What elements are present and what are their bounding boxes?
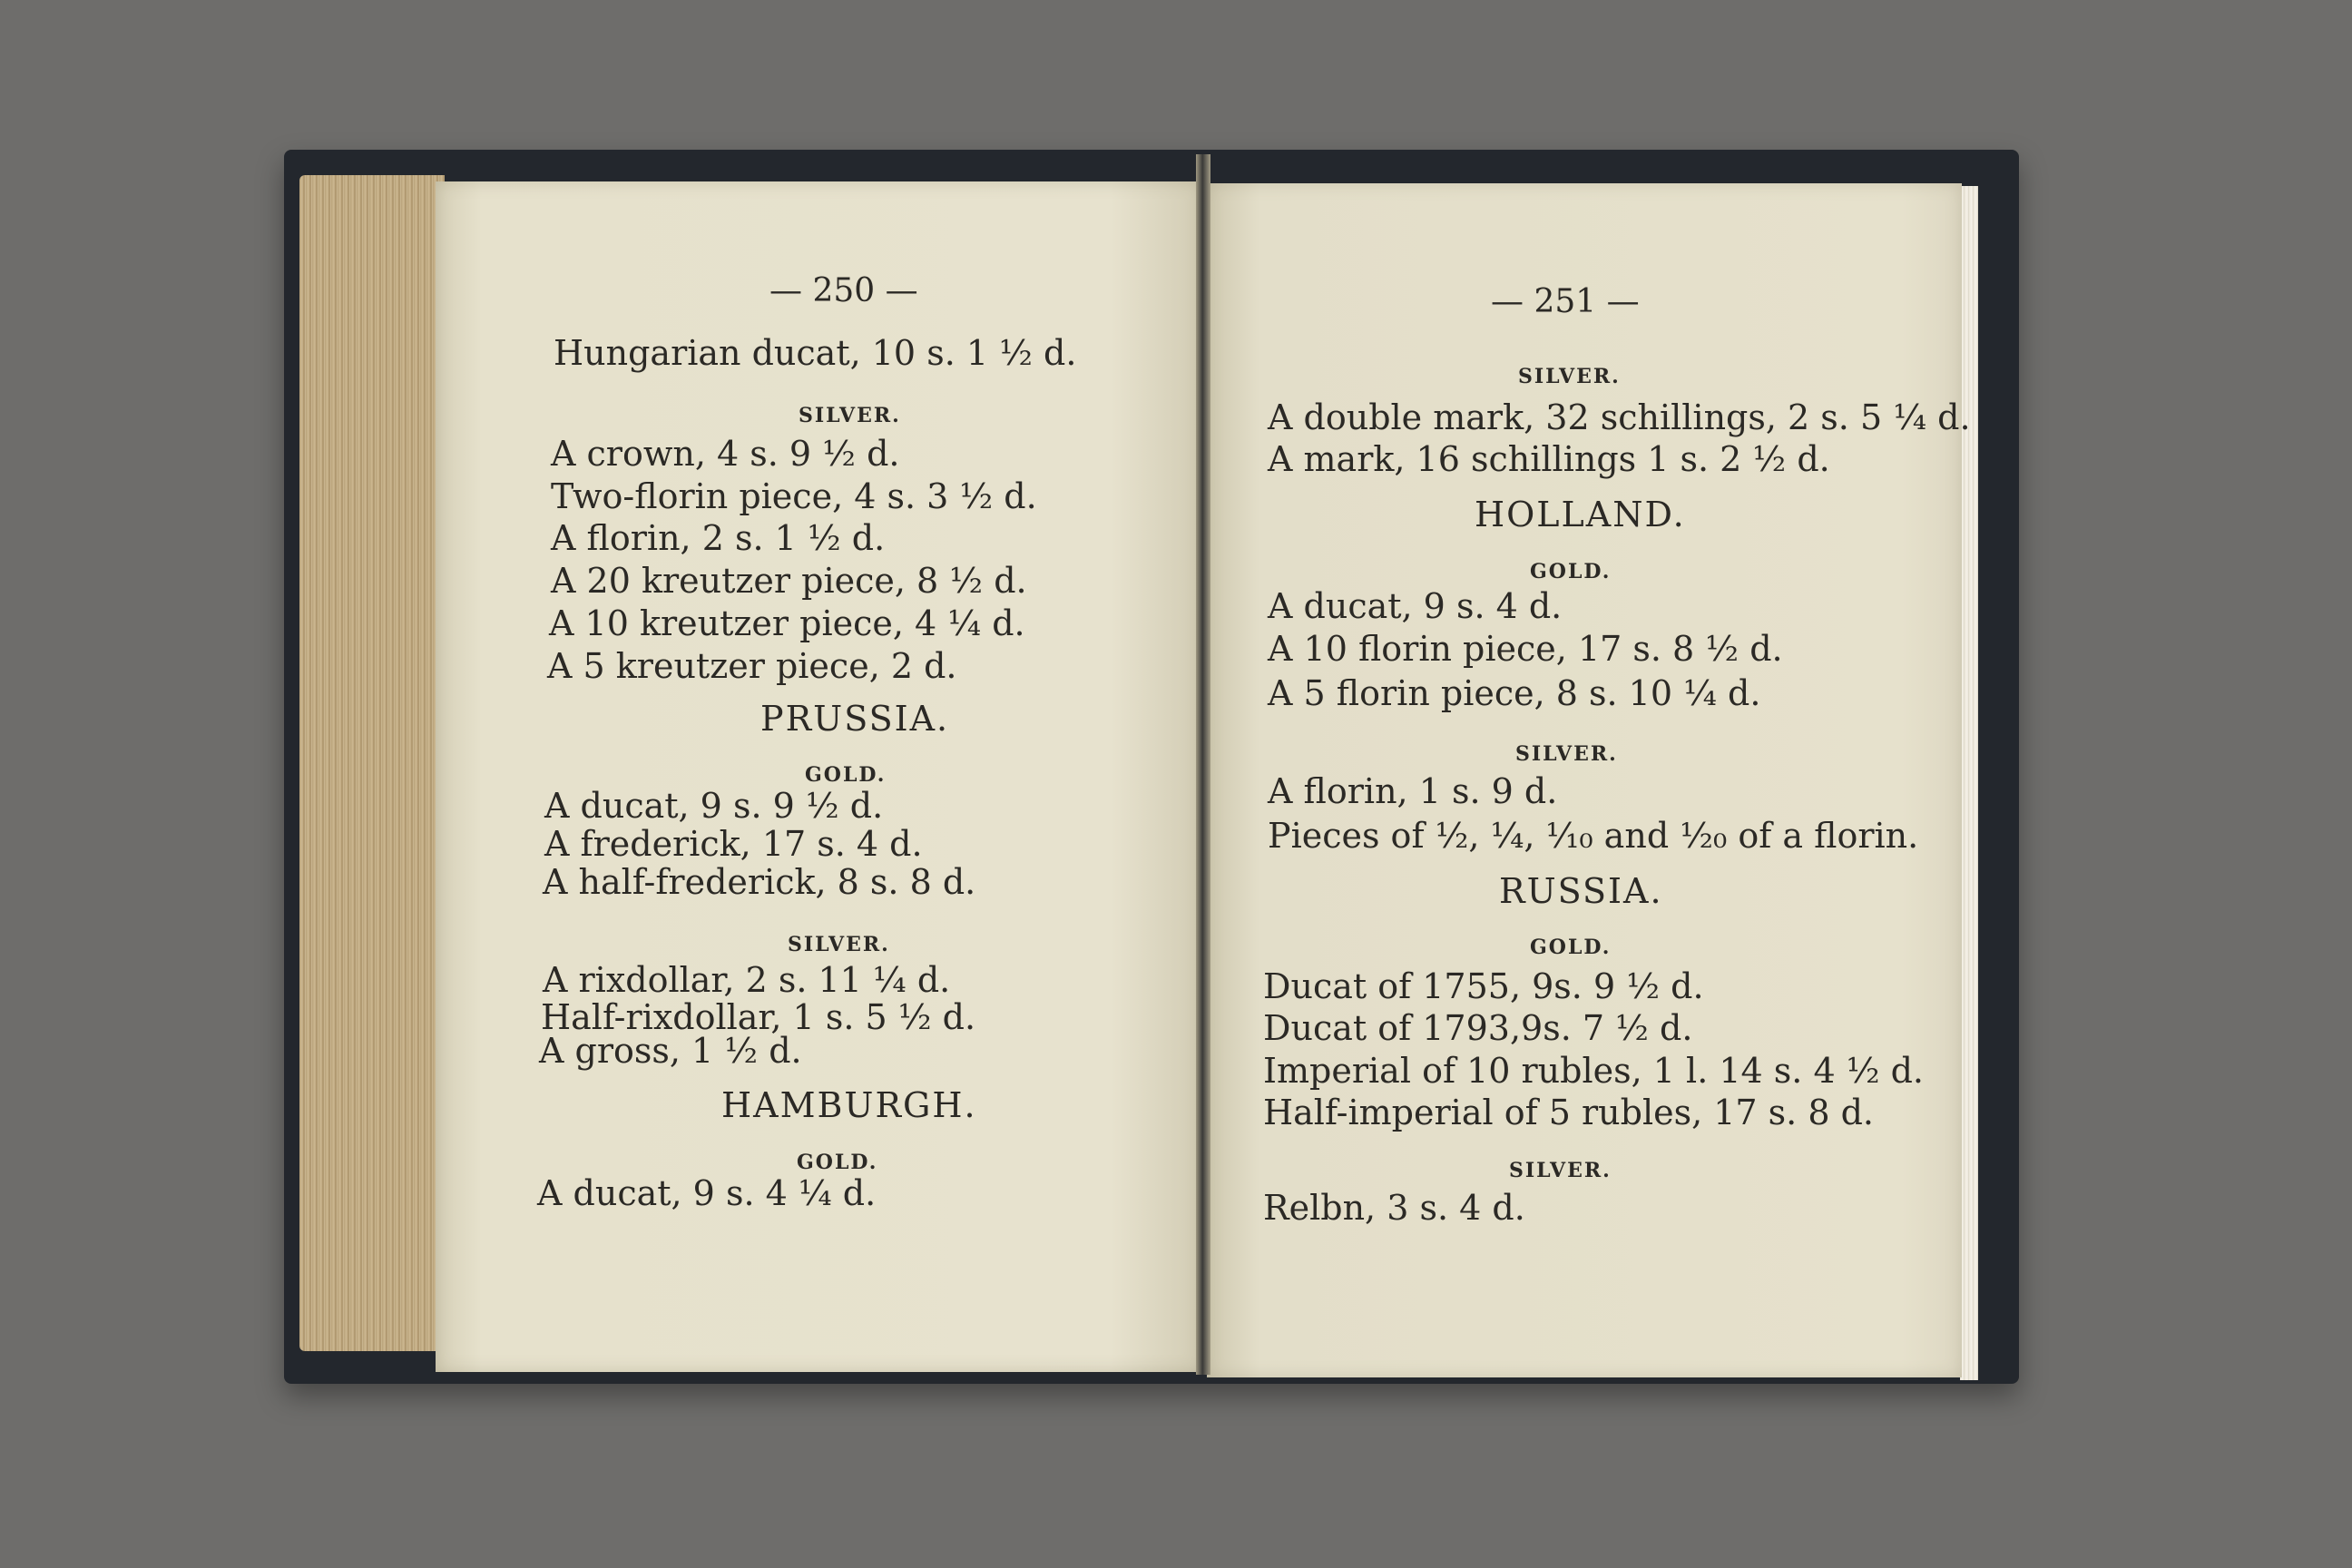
- country-heading: HOLLAND.: [1475, 495, 1686, 534]
- coin-entry: A ducat, 9 s. 4 ¼ d.: [537, 1173, 877, 1213]
- section-subheading: GOLD.: [1530, 560, 1612, 583]
- coin-entry: A 5 florin piece, 8 s. 10 ¼ d.: [1268, 673, 1761, 713]
- country-heading: RUSSIA.: [1499, 871, 1663, 911]
- section-subheading: SILVER.: [788, 933, 890, 956]
- coin-entry: Ducat of 1793,9s. 7 ½ d.: [1263, 1008, 1693, 1048]
- section-subheading: SILVER.: [799, 404, 901, 427]
- country-heading: HAMBURGH.: [721, 1085, 977, 1125]
- coin-entry: A ducat, 9 s. 4 d.: [1268, 586, 1563, 626]
- coin-entry: A 20 kreutzer piece, 8 ½ d.: [551, 561, 1027, 601]
- page-number-left: — 250 —: [769, 272, 918, 309]
- section-subheading: GOLD.: [805, 763, 887, 787]
- coin-entry: Hungarian ducat, 10 s. 1 ½ d.: [554, 333, 1077, 373]
- coin-entry: A 5 kreutzer piece, 2 d.: [547, 646, 957, 686]
- coin-entry: A crown, 4 s. 9 ½ d.: [551, 434, 900, 474]
- coin-entry: Two-florin piece, 4 s. 3 ½ d.: [551, 476, 1037, 516]
- coin-entry: A rixdollar, 2 s. 11 ¼ d.: [543, 960, 951, 1000]
- country-heading: PRUSSIA.: [760, 699, 950, 739]
- coin-entry: Pieces of ½, ¼, ¹⁄₁₀ and ¹⁄₂₀ of a florin.: [1268, 816, 1919, 856]
- section-subheading: GOLD.: [1530, 936, 1612, 959]
- book-gutter: [1196, 154, 1210, 1375]
- page-edges-left: [299, 175, 445, 1351]
- coin-entry: Half-rixdollar, 1 s. 5 ½ d.: [541, 997, 976, 1037]
- coin-entry: A 10 florin piece, 17 s. 8 ½ d.: [1268, 629, 1783, 669]
- coin-entry: Imperial of 10 rubles, 1 l. 14 s. 4 ½ d.: [1263, 1051, 1925, 1091]
- coin-entry: A 10 kreutzer piece, 4 ¼ d.: [549, 603, 1025, 643]
- coin-entry: A half-frederick, 8 s. 8 d.: [543, 862, 976, 902]
- coin-entry: A double mark, 32 schillings, 2 s. 5 ¼ d.: [1268, 397, 1971, 437]
- coin-entry: Half-imperial of 5 rubles, 17 s. 8 d.: [1263, 1093, 1874, 1132]
- coin-entry: A gross, 1 ½ d.: [539, 1031, 802, 1071]
- coin-entry: Relbn, 3 s. 4 d.: [1263, 1188, 1525, 1228]
- section-subheading: SILVER.: [1509, 1159, 1612, 1182]
- section-subheading: SILVER.: [1515, 742, 1618, 766]
- coin-entry: A frederick, 17 s. 4 d.: [544, 824, 923, 864]
- section-subheading: GOLD.: [797, 1151, 878, 1174]
- page-edges-right: [1960, 186, 1978, 1380]
- coin-entry: A florin, 1 s. 9 d.: [1268, 771, 1558, 811]
- coin-entry: A florin, 2 s. 1 ½ d.: [551, 518, 886, 558]
- coin-entry: Ducat of 1755, 9s. 9 ½ d.: [1263, 966, 1704, 1006]
- page-number-right: — 251 —: [1491, 283, 1640, 320]
- coin-entry: A ducat, 9 s. 9 ½ d.: [544, 786, 884, 826]
- coin-entry: A mark, 16 schillings 1 s. 2 ½ d.: [1268, 439, 1830, 479]
- section-subheading: SILVER.: [1518, 365, 1621, 388]
